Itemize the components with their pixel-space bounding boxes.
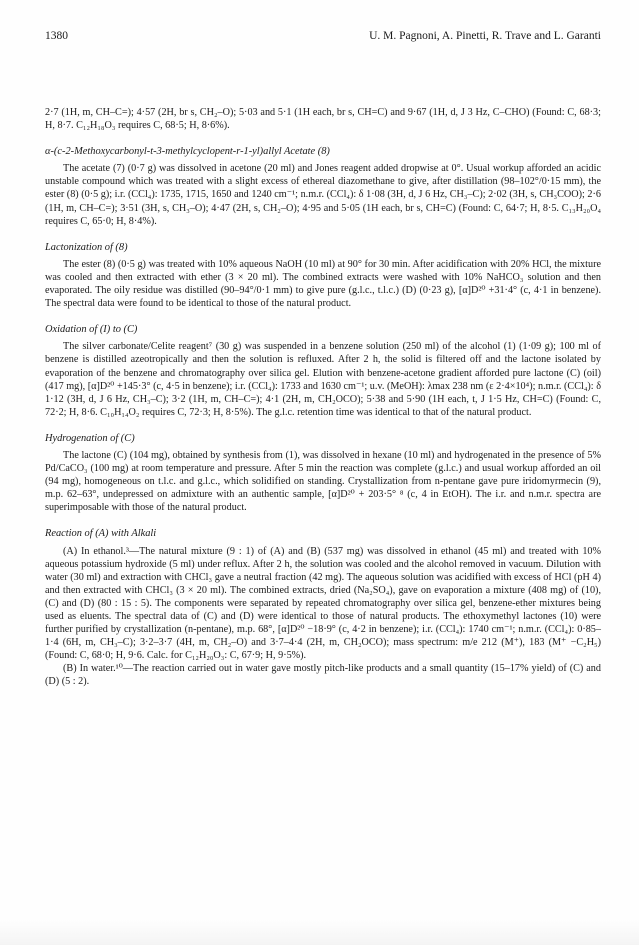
section-heading-reaction-alkali: Reaction of (A) with Alkali: [45, 528, 157, 540]
article-body: [45, 106, 601, 689]
page-bottom-shadow: [0, 919, 639, 945]
page-header: [45, 30, 601, 46]
section-paragraph: (A) In ethanol.³—The natural mixture (9 : 1) of (A) and (B) (537 mg) was dissolved in ethanol (45 ml) and treated with 10% aqueous potassium hydroxide (5 ml) under reflux. After 2 h, the solution was cooled and the alcohol removed in vacuum. Dilution with water (30 ml) and extraction with CHCl₃ gave a neutral fraction (42 mg). The aqueous solution was acidified with excess of HCl (pH 4) and then extracted with CHCl₃ (3 × 20 ml). The combined extracts, dried (Na₂SO₄), gave on evaporation a mixture (408 mg) of (10), (C) and (D) (80 : 15 : 5). The components were separated by repeated chromatography over silica gel, benzene-ether mixtures being used as eluents. The spectral data of (C) and (D) were identical to those of natural products. The ethoxymethyl lactones (10) were further purified by crystallization (n-pentane), m.p. 68°, [α]D²⁰ −18·9° (c, 4·2 in benzene); i.r. (CCl₄): 1740 cm⁻¹; n.m.r. (CCl₄): 0·85–1·4 (6H, m, CH₃–C); 3·2–3·7 (4H, m, CH₂–O) and 3·7–4·4 (2H, m, CH₂OCO); mass spectrum: m/e 212 (M⁺), 183 (M⁺ −C₂H₅) (Found: C, 68·0; H, 9·6. Calc. for C₁₂H₂₀O₃: C, 67·9; H, 9·5%).: [45, 545, 601, 662]
running-head-authors: U. M. Pagnoni, A. Pinetti, R. Trave and L. Garanti: [369, 30, 601, 42]
continued-paragraph: 2·7 (1H, m, CH–C=); 4·57 (2H, br s, CH₂–O); 5·03 and 5·1 (1H each, br s, CH=C) and 9·67 (1H, d, J 3 Hz, C–CHO) (Found: C, 68·3; H, 8·7. C₁₂H₁₈O₃ requires C, 68·5; H, 8·6%).: [45, 107, 601, 132]
section-paragraph: (B) In water.¹⁰—The reaction carried out in water gave mostly pitch-like products and a small quantity (15–17% yield) of (C) and (D) (5 : 2).: [45, 663, 601, 688]
section-heading-hydrogenation: Hydrogenation of (C): [45, 432, 135, 444]
page-number: 1380: [45, 30, 68, 42]
section-heading-acetate-8: α-(c-2-Methoxycarbonyl-t-3-methylcyclopent-r-1-yl)allyl Acetate (8): [45, 146, 330, 158]
section-paragraph: The silver carbonate/Celite reagent⁷ (30 g) was suspended in a benzene solution (250 ml) of the alcohol (1) (1·09 g); 100 ml of benzene is distilled azeotropically and then the solution is refluxed. After 2 h, the solid is filtered off and the lactone isolated by evaporation of the benzene and chromatography over silica gel. Elution with benzene-acetone gradient afforded pure lactone (C) (oil) (417 mg), [α]D²⁰ +145·3° (c, 4·5 in benzene); i.r. (CCl₄): 1733 and 1630 cm⁻¹; u.v. (MeOH): λmax 238 nm (ε 2·4×10⁴); n.m.r. (CCl₄): δ 1·12 (3H, d, J 6 Hz, CH₃–C); 3·2 (1H, m, CH–C=); 4·1 (2H, m, CH₂OCO); 5·38 and 5·90 (1H each, t, J 1·5 Hz, CH=C) (Found: C, 72·2; H, 8·6. C₁₀H₁₄O₂ requires C, 72·3; H, 8·5%). The g.l.c. retention time was identical to that of the natural product.: [45, 341, 601, 418]
section-paragraph: The ester (8) (0·5 g) was treated with 10% aqueous NaOH (10 ml) at 90° for 30 min. After acidification with 20% HCl, the mixture was cooled and then extracted with ether (3 × 20 ml). The combined extracts were washed with 10% NaHCO₃ solution and then evaporated. The oily residue was distilled (90–94°/0·1 mm) to give pure (g.l.c., t.l.c.) (D) (0·23 g), [α]D²⁰ +31·4° (c, 4·1 in benzene). The spectral data were found to be identical to those of the natural product.: [45, 258, 601, 310]
section-heading-lactonization: Lactonization of (8): [45, 241, 128, 253]
section-heading-oxidation: Oxidation of (I) to (C): [45, 324, 138, 336]
section-paragraph: The acetate (7) (0·7 g) was dissolved in acetone (20 ml) and Jones reagent added dropwise at 0°. Usual workup afforded an acidic unstable compound which was treated with a slight excess of ethereal diazomethane to give, after distillation (98–102°/0·15 mm), the ester (8) (0·5 g); i.r. (CCl₄): 1735, 1715, 1650 and 1240 cm⁻¹; n.m.r. (CCl₄): δ 1·08 (3H, d, J 6 Hz, CH₃–C); 2·02 (3H, s, CH₃COO); 2·6 (1H, m, CH–C=); 3·51 (3H, s, CH₃–O); 4·47 (2H, s, CH₂–O); 4·95 and 5·05 (1H each, br s, CH=C) (Found: C, 64·7; H, 8·5. C₁₃H₂₀O₄ requires C, 65·0; H, 8·4%).: [45, 163, 601, 227]
section-paragraph: The lactone (C) (104 mg), obtained by synthesis from (1), was dissolved in hexane (10 ml) and hydrogenated in the presence of 5% Pd/CaCO₃ (100 mg) at room temperature and pressure. After 5 min the reaction was complete (g.l.c.) and usual workup afforded an oil (94 mg), homogeneous on t.l.c. and g.l.c., which solidified on standing. Crystallization from n-pentane gave pure iridomyrmecin (9), m.p. 62–63°, undepressed on admixture with an authentic sample, [α]D²⁰ + 203·5° ⁸ (c, 4 in EtOH). The i.r. and n.m.r. spectra are superimposable with those of the natural product.: [45, 449, 601, 514]
